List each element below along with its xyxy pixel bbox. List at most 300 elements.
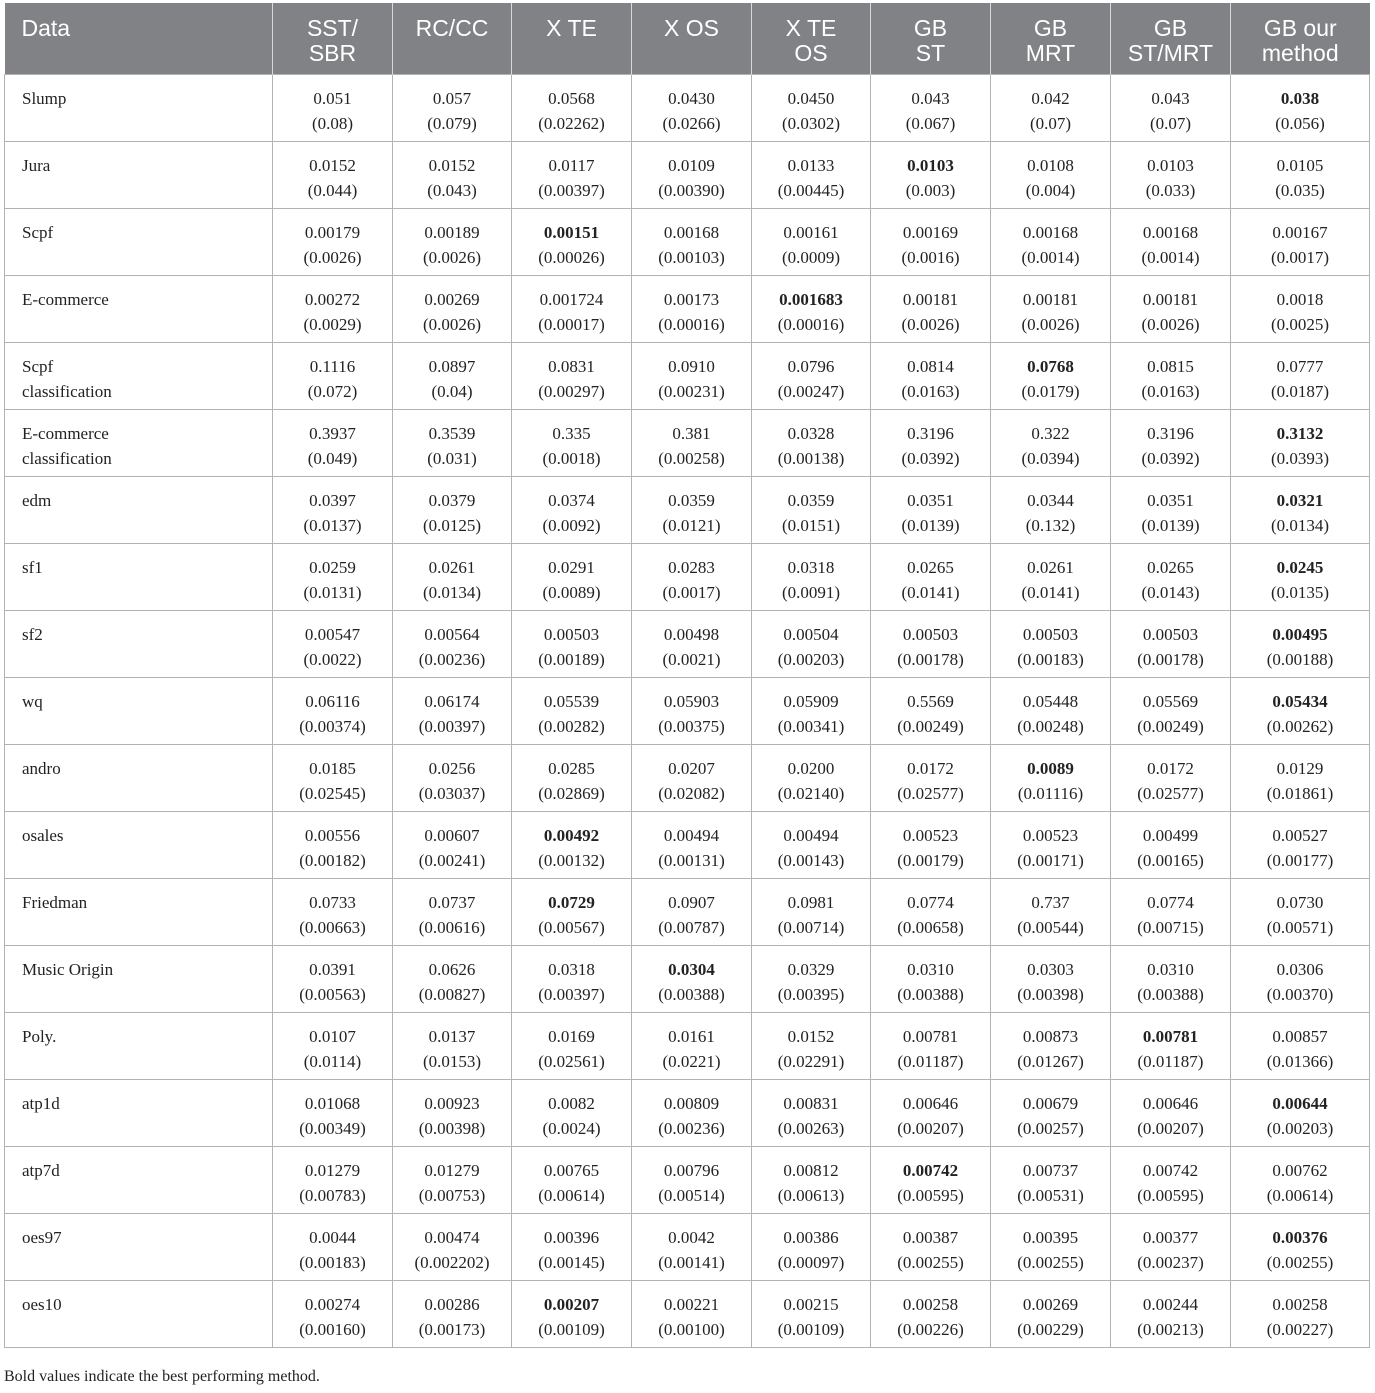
table-row (5, 678, 1370, 745)
result-cell (393, 276, 512, 343)
error-value: 0.0768 (1027, 357, 1074, 376)
std-dev-value: (0.00753) (418, 1186, 486, 1205)
table-row (5, 276, 1370, 343)
std-dev-value: (0.00182) (299, 851, 366, 870)
table-row (5, 1147, 1370, 1214)
error-value: 0.0185 (309, 759, 356, 778)
error-value: 0.00923 (424, 1094, 480, 1113)
result-cell (273, 1013, 393, 1080)
std-dev-value: (0.00388) (1137, 985, 1204, 1004)
error-value: 0.737 (1031, 893, 1070, 912)
std-dev-value: (0.00231) (658, 382, 725, 401)
std-dev-value: (0.049) (307, 449, 358, 468)
dataset-name: oes10 (22, 1295, 62, 1314)
error-value: 0.0133 (787, 156, 835, 175)
std-dev-value: (0.0024) (542, 1119, 601, 1138)
dataset-name: sf2 (22, 625, 43, 644)
dataset-name: edm (22, 491, 52, 510)
result-cell (632, 946, 752, 1013)
error-value: 0.00244 (1142, 1295, 1199, 1314)
result-cell (1231, 1214, 1370, 1281)
std-dev-value: (0.0179) (1021, 382, 1080, 401)
std-dev-value: (0.00375) (658, 717, 725, 736)
result-cell (273, 678, 393, 745)
error-value: 0.00376 (1272, 1228, 1328, 1247)
result-cell (871, 477, 991, 544)
result-cell (1231, 1281, 1370, 1348)
error-value: 0.05539 (543, 692, 600, 711)
result-cell (632, 1147, 752, 1214)
result-cell (512, 1214, 632, 1281)
error-value: 0.0329 (787, 960, 835, 979)
result-cell (512, 611, 632, 678)
result-cell (1231, 946, 1370, 1013)
result-cell (512, 544, 632, 611)
error-value: 0.0105 (1276, 156, 1324, 175)
error-value: 0.0344 (1027, 491, 1074, 510)
result-cell (512, 1147, 632, 1214)
error-value: 0.00168 (1142, 223, 1199, 242)
std-dev-value: (0.0026) (422, 248, 482, 267)
error-value: 0.0430 (668, 89, 715, 108)
error-value: 0.00503 (1142, 625, 1199, 644)
std-dev-value: (0.0089) (542, 583, 601, 602)
error-value: 0.0207 (668, 759, 715, 778)
error-value: 0.00523 (1022, 826, 1079, 845)
std-dev-value: (0.00103) (658, 248, 725, 267)
error-value: 0.00495 (1272, 625, 1328, 644)
std-dev-value: (0.0017) (1270, 248, 1330, 267)
result-cell (991, 209, 1111, 276)
std-dev-value: (0.00398) (418, 1119, 486, 1138)
result-cell (871, 1080, 991, 1147)
result-cell (632, 1214, 752, 1281)
result-cell (991, 879, 1111, 946)
result-cell (273, 946, 393, 1013)
result-cell (871, 1214, 991, 1281)
table-footnote: Bold values indicate the best performing method. (4, 1368, 320, 1385)
std-dev-value: (0.00097) (777, 1253, 845, 1272)
result-cell (273, 1214, 393, 1281)
error-value: 0.3539 (428, 424, 476, 443)
error-value: 0.00169 (902, 223, 959, 242)
results-table (4, 3, 1370, 1348)
std-dev-value: (0.04) (431, 382, 473, 401)
std-dev-value: (0.00395) (777, 985, 845, 1004)
std-dev-value: (0.067) (905, 114, 956, 133)
std-dev-value: (0.031) (427, 449, 477, 468)
error-value: 0.00762 (1272, 1161, 1328, 1180)
error-value: 0.051 (313, 89, 352, 108)
error-value: 0.0082 (548, 1094, 595, 1113)
error-value: 0.0774 (1147, 893, 1194, 912)
error-value: 0.00527 (1272, 826, 1328, 845)
result-cell (752, 946, 871, 1013)
std-dev-value: (0.00229) (1017, 1320, 1084, 1339)
error-value: 0.00504 (783, 625, 839, 644)
std-dev-value: (0.0026) (303, 248, 362, 267)
result-cell (871, 343, 991, 410)
column-header (991, 3, 1111, 75)
std-dev-value: (0.07) (1029, 114, 1072, 133)
table-row (5, 1281, 1370, 1348)
result-cell (632, 745, 752, 812)
std-dev-value: (0.02082) (658, 784, 725, 803)
result-cell (512, 745, 632, 812)
result-cell (1111, 1214, 1231, 1281)
result-cell (393, 209, 512, 276)
std-dev-value: (0.00544) (1017, 918, 1084, 937)
std-dev-value: (0.00236) (658, 1119, 725, 1138)
error-value: 0.00377 (1142, 1228, 1199, 1247)
result-cell (393, 343, 512, 410)
result-cell (512, 410, 632, 477)
result-cell (991, 1214, 1111, 1281)
std-dev-value: (0.033) (1145, 181, 1196, 200)
error-value: 0.0103 (907, 156, 954, 175)
result-cell (512, 343, 632, 410)
result-cell (273, 745, 393, 812)
result-cell (871, 812, 991, 879)
std-dev-value: (0.00173) (418, 1320, 486, 1339)
error-value: 0.0321 (1276, 491, 1324, 510)
dataset-name: Slump (22, 89, 67, 108)
std-dev-value: (0.00783) (299, 1186, 366, 1205)
std-dev-value: (0.00567) (538, 918, 605, 937)
std-dev-value: (0.01861) (1266, 784, 1334, 803)
std-dev-value: (0.0139) (901, 516, 960, 535)
result-cell (991, 544, 1111, 611)
std-dev-value: (0.00248) (1017, 717, 1084, 736)
error-value: 0.0359 (787, 491, 835, 510)
std-dev-value: (0.0139) (1141, 516, 1200, 535)
table-row (5, 1080, 1370, 1147)
error-value: 0.00564 (424, 625, 480, 644)
std-dev-value: (0.01187) (1137, 1052, 1204, 1071)
error-value: 0.00646 (1142, 1094, 1199, 1113)
error-value: 0.0318 (548, 960, 595, 979)
error-value: 0.043 (911, 89, 950, 108)
dataset-name: Scpf (22, 223, 54, 242)
std-dev-value: (0.003) (905, 181, 956, 200)
result-cell (393, 812, 512, 879)
std-dev-value: (0.00016) (777, 315, 845, 334)
result-cell (752, 879, 871, 946)
error-value: 0.0351 (1147, 491, 1194, 510)
error-value: 0.0730 (1276, 893, 1324, 912)
result-cell (1111, 410, 1231, 477)
std-dev-value: (0.0026) (1141, 315, 1200, 334)
table-row (5, 611, 1370, 678)
std-dev-value: (0.00398) (1017, 985, 1084, 1004)
result-cell (1231, 1013, 1370, 1080)
std-dev-value: (0.02262) (538, 114, 605, 133)
result-cell (752, 75, 871, 142)
result-cell (991, 477, 1111, 544)
error-value: 0.0042 (668, 1228, 715, 1247)
std-dev-value: (0.00177) (1266, 851, 1334, 870)
std-dev-value: (0.00132) (538, 851, 605, 870)
result-cell (1231, 879, 1370, 946)
result-cell (871, 611, 991, 678)
result-cell (393, 611, 512, 678)
result-cell (1231, 410, 1370, 477)
error-value: 0.0172 (1147, 759, 1194, 778)
std-dev-value: (0.0163) (901, 382, 960, 401)
std-dev-value: (0.0266) (662, 114, 721, 133)
error-value: 0.00503 (1022, 625, 1079, 644)
result-cell (393, 946, 512, 1013)
std-dev-value: (0.00263) (777, 1119, 845, 1138)
error-value: 0.0265 (907, 558, 954, 577)
std-dev-value: (0.00571) (1266, 918, 1334, 937)
result-cell (273, 1080, 393, 1147)
result-cell (871, 879, 991, 946)
table-row (5, 343, 1370, 410)
dataset-name: wq (22, 692, 43, 711)
error-value: 0.00151 (543, 223, 600, 242)
std-dev-value: (0.0153) (422, 1052, 482, 1071)
std-dev-value: (0.00247) (777, 382, 845, 401)
table-row (5, 142, 1370, 209)
row-label-cell (5, 745, 273, 812)
error-value: 0.00474 (424, 1228, 480, 1247)
result-cell (871, 678, 991, 745)
std-dev-value: (0.00203) (1266, 1119, 1334, 1138)
error-value: 0.00173 (663, 290, 720, 309)
error-value: 0.05434 (1272, 692, 1328, 711)
result-cell (632, 1080, 752, 1147)
error-value: 0.0626 (428, 960, 476, 979)
std-dev-value: (0.00388) (658, 985, 725, 1004)
std-dev-value: (0.0022) (303, 650, 362, 669)
error-value: 0.00207 (543, 1295, 600, 1314)
result-cell (393, 1214, 512, 1281)
result-cell (871, 1281, 991, 1348)
error-value: 0.00494 (663, 826, 720, 845)
result-cell (1231, 142, 1370, 209)
result-cell (512, 1013, 632, 1080)
std-dev-value: (0.01267) (1017, 1052, 1084, 1071)
error-value: 0.00161 (783, 223, 839, 242)
error-value: 0.00179 (304, 223, 361, 242)
result-cell (393, 75, 512, 142)
result-cell (871, 1013, 991, 1080)
error-value: 0.00181 (902, 290, 959, 309)
result-cell (632, 410, 752, 477)
result-cell (393, 879, 512, 946)
std-dev-value: (0.00397) (418, 717, 486, 736)
std-dev-value: (0.0143) (1141, 583, 1200, 602)
error-value: 0.0265 (1147, 558, 1194, 577)
std-dev-value: (0.035) (1275, 181, 1325, 200)
error-value: 0.3937 (309, 424, 356, 443)
std-dev-value: (0.00143) (777, 851, 845, 870)
error-value: 0.00189 (424, 223, 480, 242)
error-value: 0.0328 (787, 424, 835, 443)
error-value: 0.0044 (309, 1228, 356, 1247)
std-dev-value: (0.00203) (777, 650, 845, 669)
error-value: 0.0310 (907, 960, 954, 979)
result-cell (512, 812, 632, 879)
result-cell (393, 142, 512, 209)
std-dev-value: (0.00207) (1137, 1119, 1204, 1138)
result-cell (752, 544, 871, 611)
error-value: 0.00498 (663, 625, 720, 644)
result-cell (393, 1080, 512, 1147)
error-value: 0.0107 (309, 1027, 356, 1046)
std-dev-value: (0.00141) (658, 1253, 725, 1272)
error-value: 0.00809 (663, 1094, 720, 1113)
error-value: 0.00742 (902, 1161, 959, 1180)
row-label-cell (5, 1013, 273, 1080)
row-label-cell (5, 812, 273, 879)
column-header (273, 3, 393, 75)
error-value: 0.0777 (1276, 357, 1324, 376)
error-value: 0.0304 (668, 960, 715, 979)
result-cell (1231, 343, 1370, 410)
error-value: 0.0318 (787, 558, 835, 577)
result-cell (752, 1281, 871, 1348)
result-cell (991, 1147, 1111, 1214)
error-value: 0.06116 (305, 692, 360, 711)
column-header-label: X TE OS (785, 15, 837, 66)
error-value: 0.00258 (902, 1295, 959, 1314)
error-value: 0.0391 (309, 960, 356, 979)
row-label-cell (5, 142, 273, 209)
error-value: 0.00646 (902, 1094, 959, 1113)
column-header-label: GB ST (913, 15, 948, 66)
table-header (5, 3, 1370, 75)
result-cell (1111, 745, 1231, 812)
std-dev-value: (0.00595) (1137, 1186, 1204, 1205)
result-cell (991, 678, 1111, 745)
error-value: 0.00386 (783, 1228, 839, 1247)
std-dev-value: (0.0025) (1270, 315, 1330, 334)
error-value: 0.038 (1280, 89, 1320, 108)
error-value: 0.0152 (309, 156, 356, 175)
column-header (1111, 3, 1231, 75)
result-cell (632, 209, 752, 276)
std-dev-value: (0.0029) (303, 315, 362, 334)
error-value: 0.0831 (548, 357, 595, 376)
error-value: 0.00857 (1272, 1027, 1328, 1046)
result-cell (1231, 209, 1370, 276)
error-value: 0.0450 (787, 89, 835, 108)
table-row (5, 544, 1370, 611)
table-row (5, 75, 1370, 142)
dataset-name: Scpf classification (22, 357, 112, 401)
dataset-name: E-commerce (22, 290, 109, 309)
std-dev-value: (0.07) (1149, 114, 1192, 133)
result-cell (991, 812, 1111, 879)
column-header-label: Data (21, 15, 71, 41)
std-dev-value: (0.002202) (414, 1253, 490, 1272)
error-value: 0.381 (672, 424, 711, 443)
result-cell (1111, 1080, 1231, 1147)
error-value: 0.001683 (779, 290, 843, 309)
result-cell (752, 276, 871, 343)
result-cell (752, 745, 871, 812)
error-value: 0.00215 (783, 1295, 839, 1314)
std-dev-value: (0.02577) (897, 784, 964, 803)
error-value: 0.0897 (428, 357, 476, 376)
std-dev-value: (0.00017) (538, 315, 605, 334)
error-value: 0.0108 (1027, 156, 1074, 175)
std-dev-value: (0.0187) (1270, 382, 1330, 401)
dataset-name: sf1 (22, 558, 43, 577)
std-dev-value: (0.004) (1025, 181, 1076, 200)
error-value: 0.1116 (309, 357, 356, 376)
row-label-cell (5, 1214, 273, 1281)
std-dev-value: (0.056) (1275, 114, 1325, 133)
std-dev-value: (0.00514) (658, 1186, 725, 1205)
table-row (5, 477, 1370, 544)
error-value: 0.0733 (309, 893, 356, 912)
result-cell (1111, 1281, 1231, 1348)
error-value: 0.0089 (1027, 759, 1074, 778)
result-cell (991, 410, 1111, 477)
error-value: 0.00258 (1272, 1295, 1328, 1314)
std-dev-value: (0.0026) (422, 315, 482, 334)
std-dev-value: (0.00100) (658, 1320, 725, 1339)
std-dev-value: (0.00397) (538, 181, 605, 200)
result-cell (991, 343, 1111, 410)
result-cell (1111, 209, 1231, 276)
result-cell (393, 410, 512, 477)
result-cell (393, 1013, 512, 1080)
std-dev-value: (0.00171) (1017, 851, 1084, 870)
error-value: 0.0359 (668, 491, 715, 510)
result-cell (1111, 477, 1231, 544)
result-cell (632, 477, 752, 544)
std-dev-value: (0.00595) (897, 1186, 964, 1205)
dataset-name: andro (22, 759, 61, 778)
result-cell (752, 410, 871, 477)
dataset-name: E-commerce classification (22, 424, 112, 468)
std-dev-value: (0.0131) (303, 583, 362, 602)
std-dev-value: (0.00445) (777, 181, 845, 200)
error-value: 0.00812 (783, 1161, 839, 1180)
std-dev-value: (0.00257) (1017, 1119, 1084, 1138)
error-value: 0.0256 (428, 759, 476, 778)
error-value: 0.00168 (1022, 223, 1079, 242)
result-cell (1111, 343, 1231, 410)
error-value: 0.0259 (309, 558, 356, 577)
std-dev-value: (0.0009) (781, 248, 841, 267)
std-dev-value: (0.00236) (418, 650, 486, 669)
std-dev-value: (0.0125) (422, 516, 482, 535)
std-dev-value: (0.00297) (538, 382, 605, 401)
std-dev-value: (0.00189) (538, 650, 605, 669)
error-value: 0.0117 (548, 156, 595, 175)
std-dev-value: (0.00145) (538, 1253, 605, 1272)
std-dev-value: (0.02545) (299, 784, 366, 803)
error-value: 0.0161 (668, 1027, 715, 1046)
std-dev-value: (0.00109) (777, 1320, 845, 1339)
result-cell (632, 1013, 752, 1080)
error-value: 0.0285 (548, 759, 595, 778)
result-cell (273, 410, 393, 477)
result-cell (393, 477, 512, 544)
result-cell (1111, 879, 1231, 946)
error-value: 0.00396 (543, 1228, 600, 1247)
error-value: 0.00181 (1142, 290, 1199, 309)
std-dev-value: (0.0017) (662, 583, 721, 602)
result-cell (871, 142, 991, 209)
column-header (752, 3, 871, 75)
error-value: 0.042 (1031, 89, 1070, 108)
